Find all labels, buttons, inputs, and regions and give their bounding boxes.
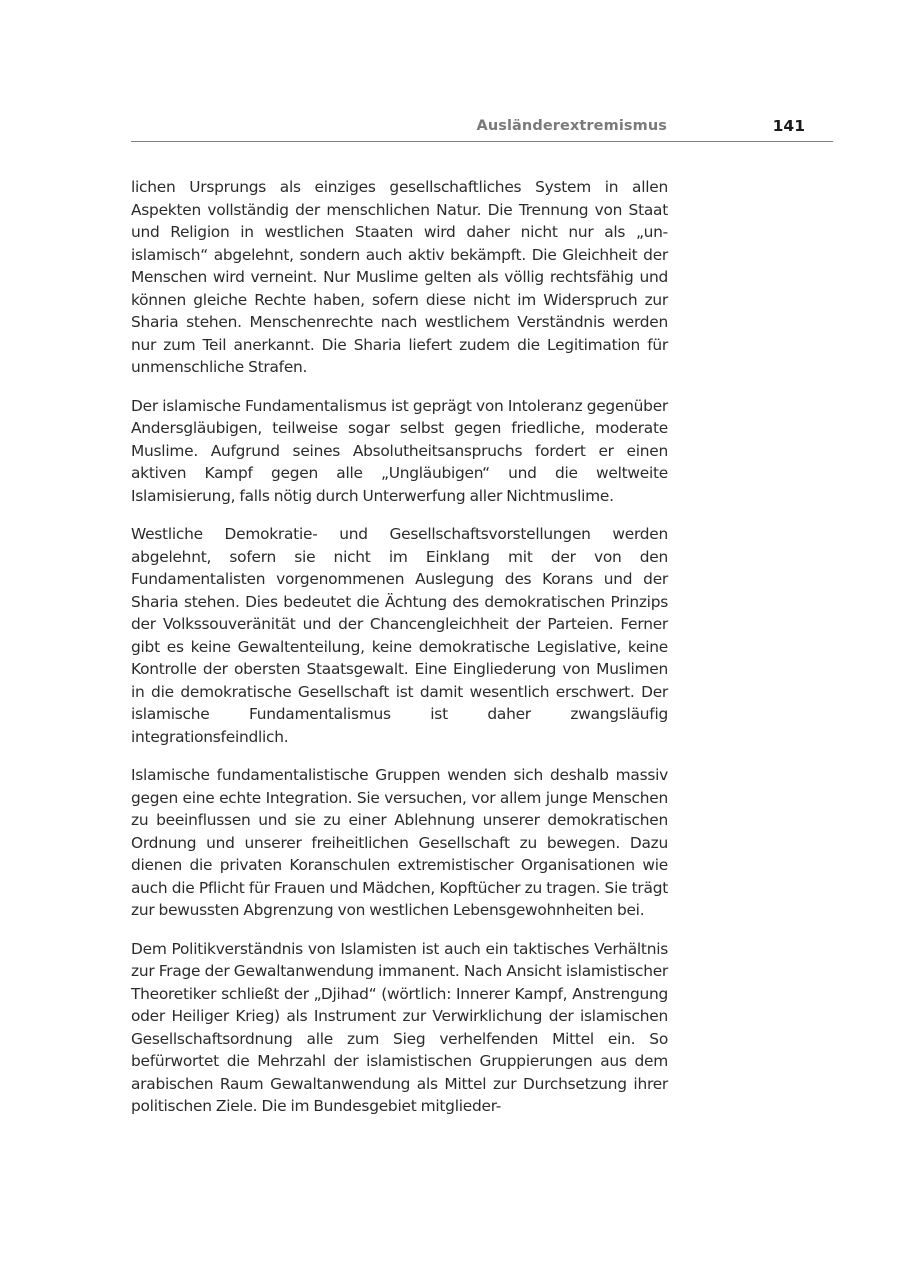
paragraph-3: Westliche Demokratie- und Gesellschaftsvorstellungen werden abgelehnt, sofern sie nicht im Einklang mit der von den Fundamentalisten vorgenommenen Auslegung des Korans und der Sharia stehen. Dies bedeutet die Ächtung des demokratischen Prinzips der Volkssouveränität und der Chancengleichheit der Parteien. Ferner gibt es keine Gewaltenteilung, keine demokratische Legislative, keine Kontrolle der obersten Staatsgewalt. Eine Eingliederung von Muslimen in die demokratische Gesellschaft ist damit wesentlich erschwert. Der islamische Fundamentalismus ist daher zwangsläufig integrationsfeindlich. xyxy=(131,525,668,746)
paragraph-4: Islamische fundamentalistische Gruppen wenden sich deshalb massiv gegen eine echte Integration. Sie versuchen, vor allem junge Menschen zu beeinflussen und sie zu einer Ablehnung unserer demokratischen Ordnung und unserer freiheitlichen Gesellschaft zu bewegen. Dazu dienen die privaten Koranschulen extremistischer Organisationen wie auch die Pflicht für Frauen und Mädchen, Kopftücher zu tragen. Sie trägt zur bewussten Abgrenzung von westlichen Lebensgewohnheiten bei. xyxy=(131,766,668,919)
header-rule xyxy=(131,141,833,142)
body-text xyxy=(131,176,668,1134)
running-header-title: Ausländerextremismus xyxy=(476,118,667,134)
paragraph-5: Dem Politikverständnis von Islamisten ist auch ein taktisches Verhältnis zur Frage der Gewaltanwendung immanent. Nach Ansicht islamistischer Theoretiker schließt der „Djihad“ (wörtlich: Innerer Kampf, Anstrengung oder Heiliger Krieg) als Instrument zur Verwirklichung der islamischen Gesellschaftsordnung alle zum Sieg verhelfenden Mittel ein. So befürwortet die Mehrzahl der islamistischen Gruppierungen aus dem arabischen Raum Gewaltanwendung als Mittel zur Durchsetzung ihrer politischen Ziele. Die im Bundesgebiet mitglieder- xyxy=(131,939,668,1115)
paragraph-1: lichen Ursprungs als einziges gesellschaftliches System in allen Aspekten vollständig der menschlichen Natur. Die Trennung von Staat und Religion in westlichen Staaten wird daher nicht nur als „un-islamisch“ abgelehnt, sondern auch aktiv bekämpft. Die Gleichheit der Menschen wird verneint. Nur Muslime gelten als völlig rechtsfähig und können gleiche Rechte haben, sofern diese nicht im Widerspruch zur Sharia stehen. Menschenrechte nach westlichem Verständnis werden nur zum Teil anerkannt. Die Sharia liefert zudem die Legitimation für unmenschliche Strafen. xyxy=(131,178,668,376)
paragraph-2: Der islamische Fundamentalismus ist geprägt von Intoleranz gegenüber Andersgläubigen, teilweise sogar selbst gegen friedliche, moderate Muslime. Aufgrund seines Absolutheitsanspruchs fordert er einen aktiven Kampf gegen alle „Ungläubigen“ und die weltweite Islamisierung, falls nötig durch Unterwerfung aller Nichtmuslime. xyxy=(131,396,668,505)
page-number: 141 xyxy=(772,117,805,135)
running-header xyxy=(131,113,833,143)
